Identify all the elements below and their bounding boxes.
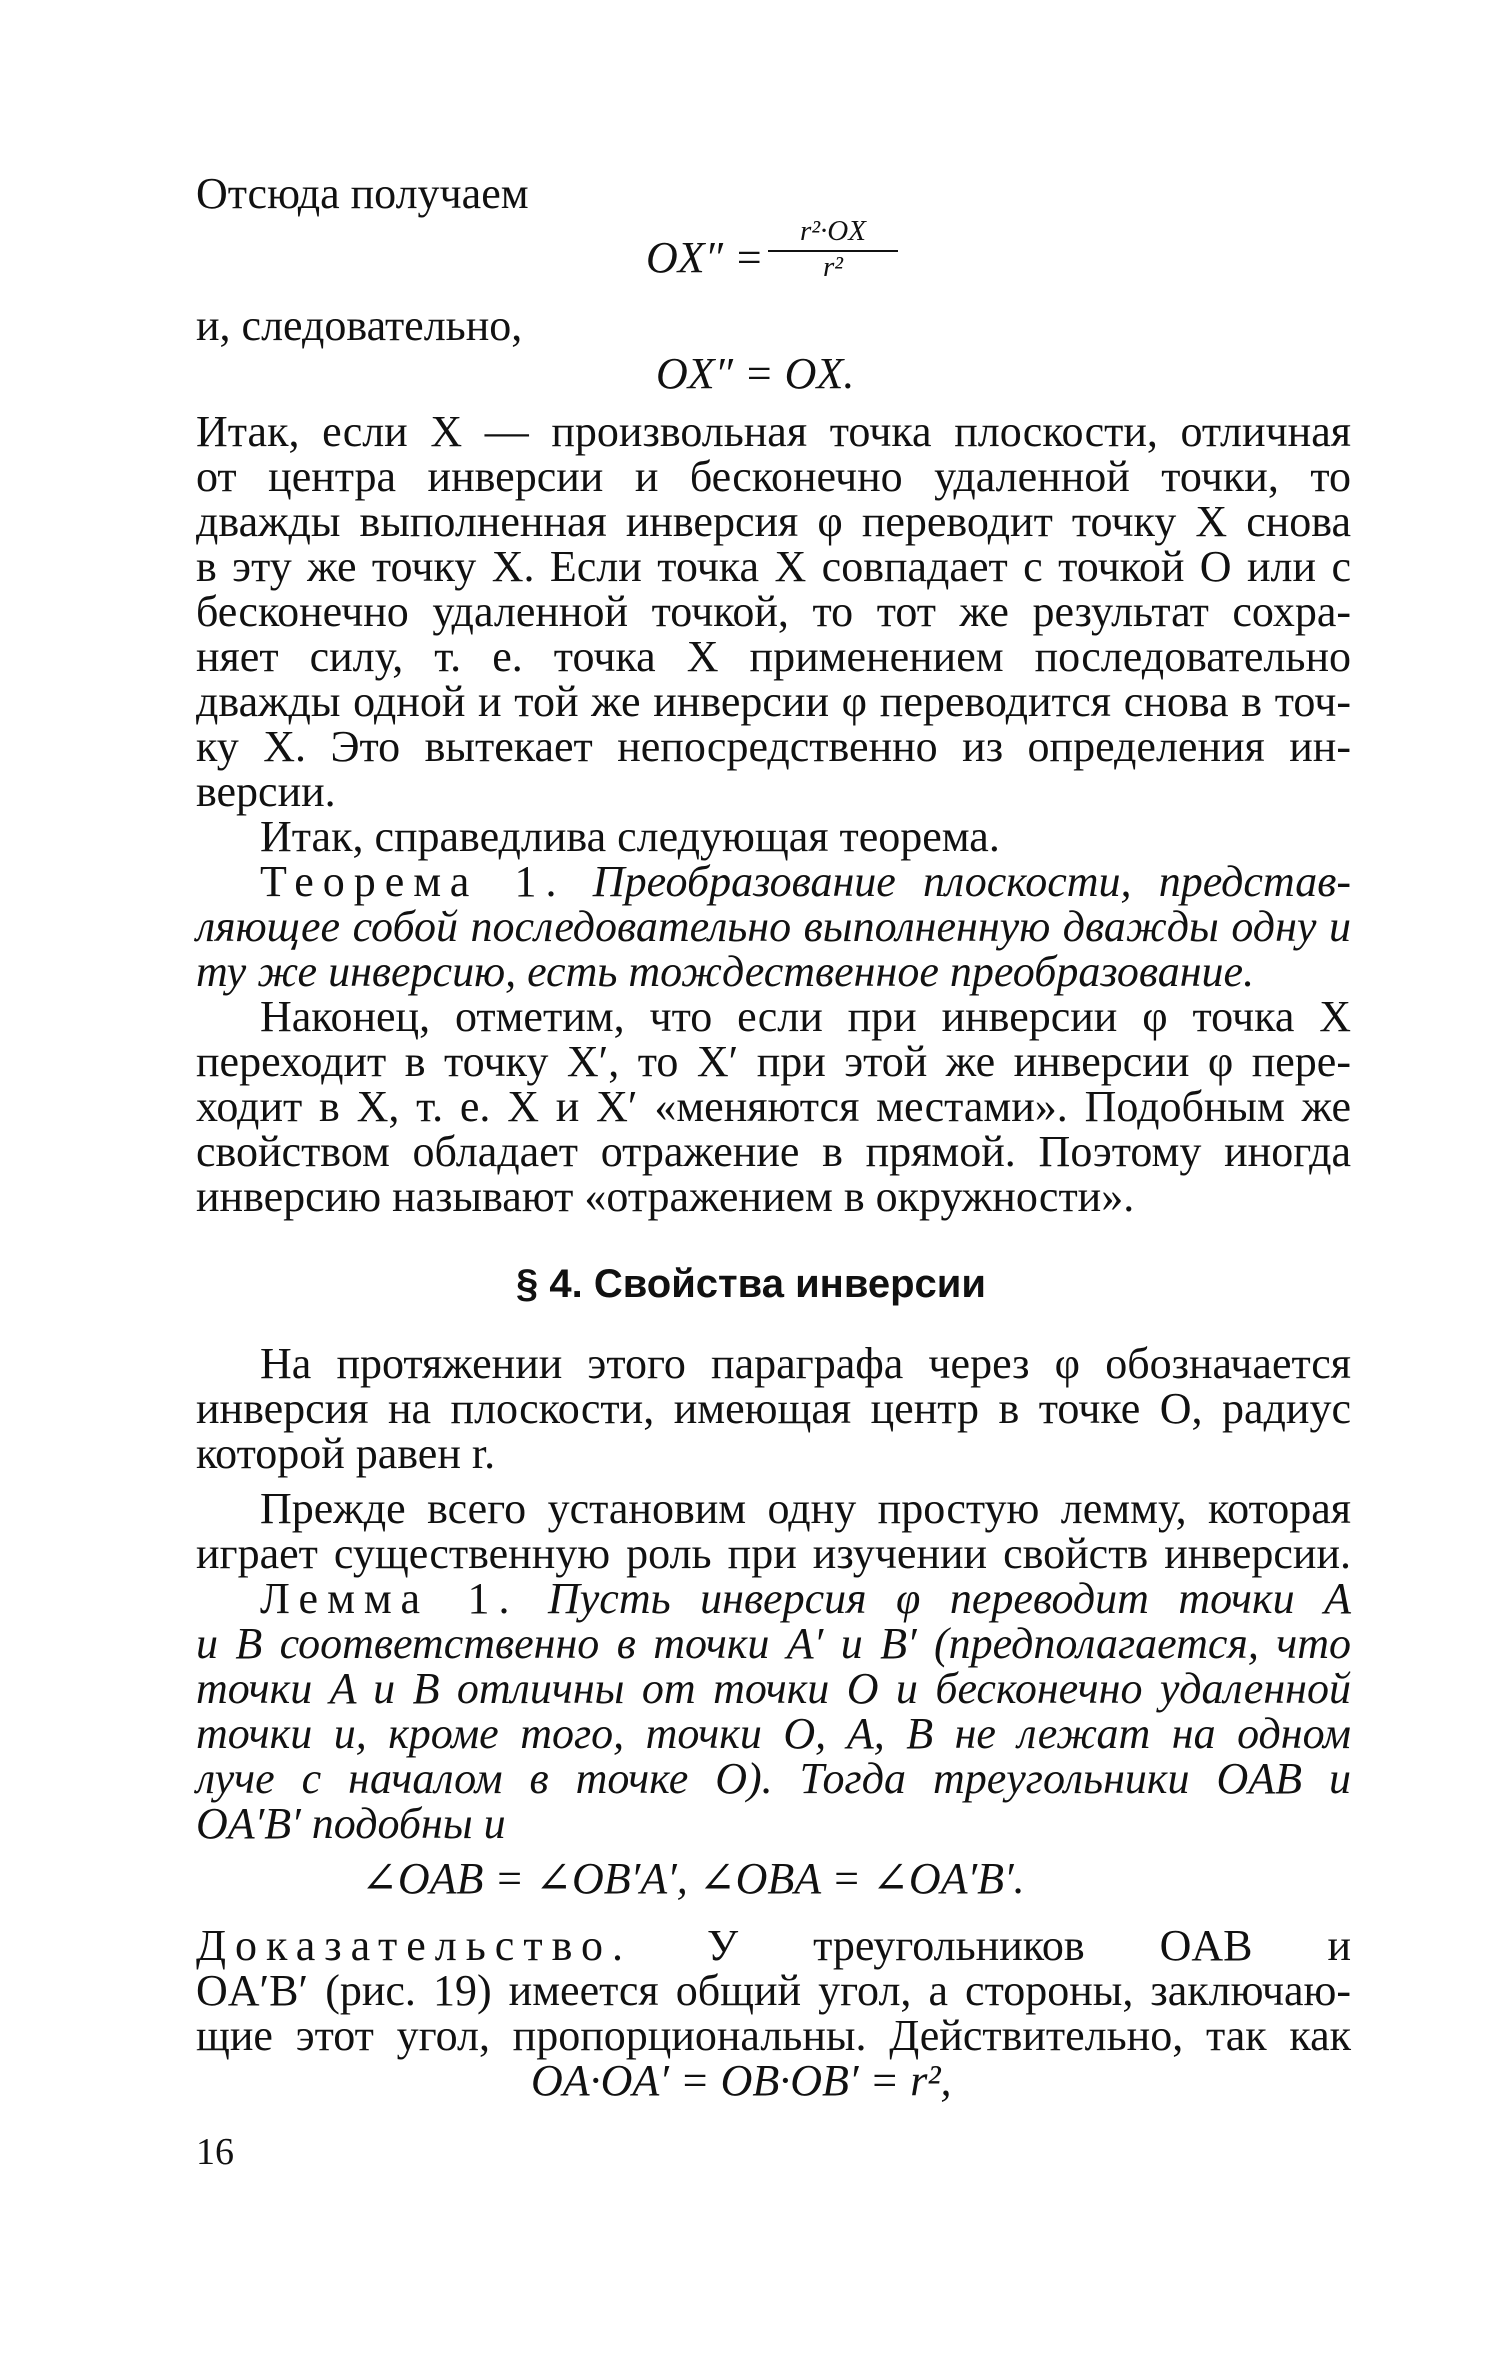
lemma-line-1	[260, 1575, 1351, 1623]
theorem-line: ту же инверсию, есть тождественное преобразование.	[196, 947, 1255, 996]
formula-1-numerator: r²·OX	[800, 215, 866, 247]
para1-line: от центра инверсии и бесконечно удаленной точки, то	[196, 452, 1351, 501]
para3-line: ходит в X, т. е. X и X′ «меняются местами». Подобным же	[196, 1082, 1351, 1131]
formula-1-lhs: OX″ =	[646, 233, 764, 282]
theorem-line-1	[260, 858, 1351, 906]
formula-1-denominator: r²	[823, 251, 843, 283]
para3-line: свойством обладает отражение в прямой. Поэтому иногда	[196, 1127, 1351, 1176]
para4-line: инверсия на плоскости, имеющая центр в точке O, радиус	[196, 1384, 1351, 1433]
para1-line: няет силу, т. е. точка X применением последовательно	[196, 632, 1351, 681]
intro-line-1: Отсюда получаем	[196, 169, 529, 218]
para1-line: ку X. Это вытекает непосредственно из определения ин-	[196, 722, 1351, 771]
page-number: 16	[196, 2131, 234, 2173]
section-heading: § 4. Свойства инверсии	[516, 1262, 986, 1306]
para5-line: играет существенную роль при изучении свойств инверсии.	[196, 1529, 1351, 1578]
para5-line: Прежде всего установим одну простую лемму, которая	[260, 1484, 1351, 1533]
para4-line: которой равен r.	[196, 1429, 496, 1478]
formula-2: OX″ = OX.	[656, 349, 855, 398]
proof-line: OA′B′ (рис. 19) имеется общий угол, а стороны, заключаю-	[196, 1966, 1351, 2015]
lemma-line: OA′B′ подобны и	[196, 1799, 506, 1848]
intro-line-2: и, следовательно,	[196, 301, 523, 350]
theorem-line: ляющее собой последовательно выполненную дважды одну и	[196, 902, 1351, 951]
lemma-line: луче с началом в точке O). Тогда треугольники OAB и	[196, 1754, 1351, 1803]
theorem-label: Теорема 1.	[260, 857, 566, 906]
lemma-formula: ∠OAB = ∠OB′A′, ∠OBA = ∠OA′B′.	[361, 1854, 1025, 1903]
book-page	[196, 169, 1352, 2173]
proof-line-1	[196, 1922, 1351, 1970]
lemma-text: Пусть инверсия φ переводит точки A	[547, 1574, 1351, 1623]
proof-label: Доказательство.	[196, 1921, 633, 1970]
para1-line: версии.	[196, 767, 336, 816]
para3-line: переходит в точку X′, то X′ при этой же инверсии φ пере-	[196, 1037, 1351, 1086]
proof-text: У треугольников OAB и	[706, 1921, 1351, 1970]
proof-formula: OA·OA′ = OB·OB′ = r²,	[531, 2056, 952, 2105]
para1-line: дважды одной и той же инверсии φ переводится снова в точ-	[196, 677, 1351, 726]
para3-line: Наконец, отметим, что если при инверсии φ точка X	[260, 992, 1351, 1041]
para4-line: На протяжении этого параграфа через φ обозначается	[260, 1339, 1351, 1388]
para1-line: Итак, если X — произвольная точка плоскости, отличная	[196, 407, 1351, 456]
lemma-line: и B соответственно в точки A′ и B′ (предполагается, что	[196, 1619, 1351, 1668]
lemma-line: точки и, кроме того, точки O, A, B не лежат на одном	[196, 1709, 1351, 1758]
theorem-text: Преобразование плоскости, представ-	[592, 857, 1352, 906]
lemma-line: точки A и B отличны от точки O и бесконечно удаленной	[196, 1664, 1351, 1713]
para3-line: инверсию называют «отражением в окружности».	[196, 1172, 1135, 1221]
para1-line: дважды выполненная инверсия φ переводит точку X снова	[196, 497, 1351, 546]
para2-line: Итак, справедлива следующая теорема.	[260, 812, 1000, 861]
proof-line: щие этот угол, пропорциональны. Действительно, так как	[196, 2011, 1351, 2060]
lemma-label: Лемма 1.	[260, 1574, 519, 1623]
para1-line: в эту же точку X. Если точка X совпадает с точкой O или с	[196, 542, 1351, 591]
para1-line: бесконечно удаленной точкой, то тот же результат сохра-	[196, 587, 1351, 636]
